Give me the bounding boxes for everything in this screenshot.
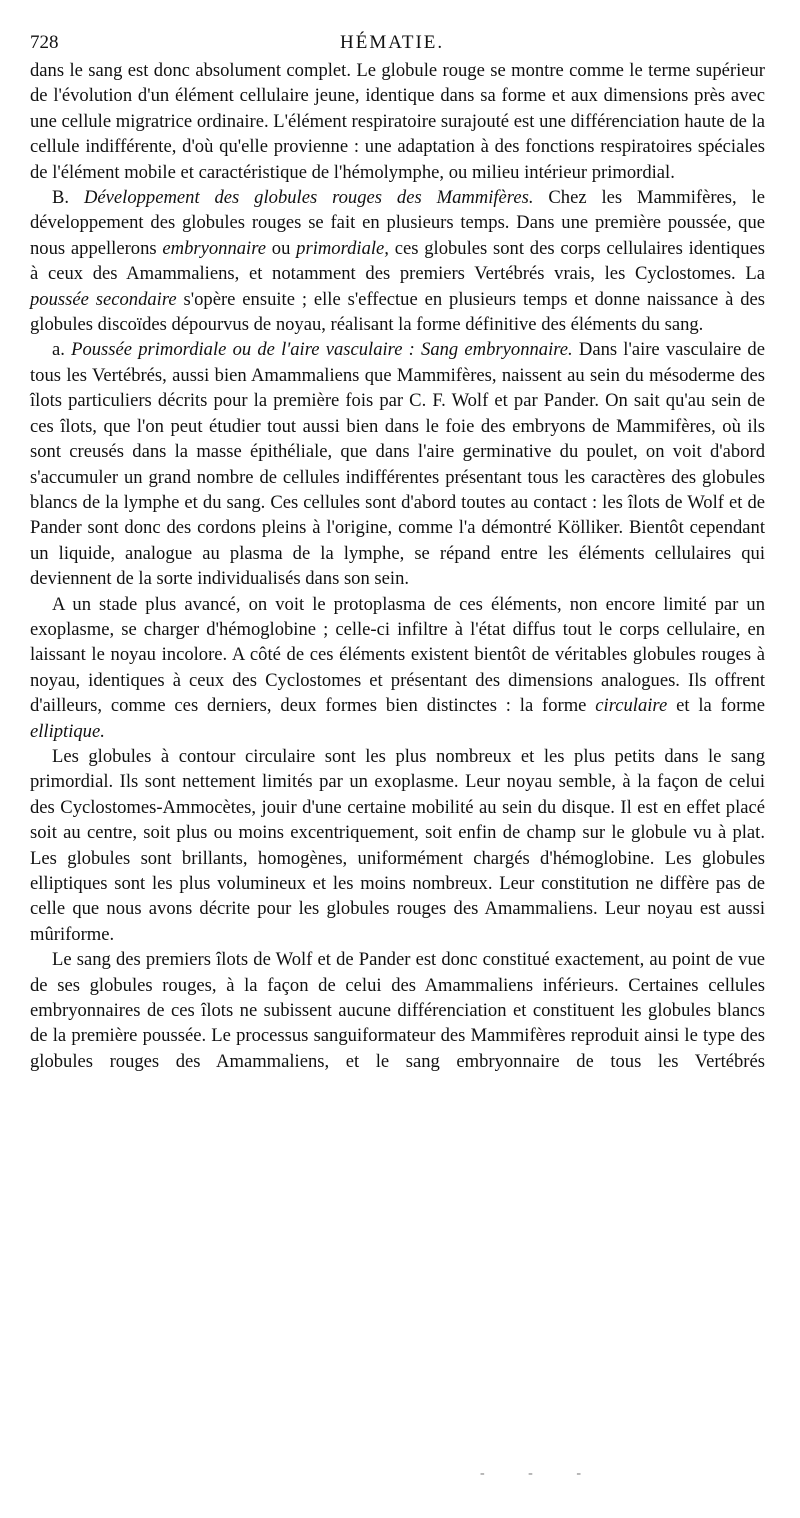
term-poussee-secondaire: poussée secondaire bbox=[30, 288, 177, 310]
section-b-text-a: Chez les Mammifères, le développement des globules rouges se fait en plusieurs temps. Dans une première poussée, que nous appellerons bbox=[30, 187, 766, 259]
term-primordiale: primordiale, bbox=[296, 237, 389, 259]
section-b-text-b: ou bbox=[266, 237, 297, 259]
page-header bbox=[30, 28, 765, 58]
page-number: 728 bbox=[30, 32, 59, 53]
paragraph-4-text-a: A un stade plus avancé, on voit le protoplasma de ces éléments, non encore limité par un exoplasme, se charger d'hémoglobine ; celle-ci infiltre à l'état diffus tout le corps cellulaire, en laissant le noyau incolore. A côté de ces éléments existent bientôt de véritables globules rouges à noyau, identiques à ceux des Cyclostomes et présentant des dimensions analogues. Ils offrent d'ailleurs, comme ces derniers, deux formes bien distinctes : la forme bbox=[30, 593, 765, 717]
page bbox=[30, 28, 765, 1074]
section-a-label: a. bbox=[52, 339, 65, 361]
section-a-title: Poussée primordiale ou de l'aire vasculaire : Sang embryonnaire. bbox=[71, 339, 573, 361]
paragraph-4-text-b: et la forme bbox=[667, 695, 765, 717]
section-a-paragraph bbox=[30, 337, 765, 591]
section-b-text-d: s'opère ensuite ; elle s'effectue en plusieurs temps et donne naissance à des globules discoïdes dépourvus de noyau, réalisant la forme définitive des éléments du sang. bbox=[30, 288, 765, 336]
scan-specks: - - - bbox=[480, 1466, 601, 1481]
term-embryonnaire: embryonnaire bbox=[162, 237, 267, 259]
paragraph-6: Le sang des premiers îlots de Wolf et de Pander est donc constitué exactement, au point de vue de ses globules rouges, à la façon de celui des Amammaliens inférieurs. Certaines cellules embryonnaires de ces îlots ne subissent aucune différenciation et constituent les globules blancs de la première poussée. Le processus sanguiformateur des Mammifères reproduit ainsi le type des globules rouges des Amammaliens, et le sang embryonnaire de tous les Vertébrés bbox=[30, 949, 765, 1072]
section-b-title: Développement des globules rouges des Mammifères. bbox=[83, 187, 534, 209]
term-elliptique: elliptique. bbox=[30, 720, 105, 742]
term-circulaire: circulaire bbox=[595, 695, 668, 717]
section-b-paragraph bbox=[30, 185, 765, 337]
paragraph-4 bbox=[30, 592, 765, 744]
paragraph-1: dans le sang est donc absolument complet. Le globule rouge se montre comme le terme supérieur de l'évolution d'un élément cellulaire jeune, identique dans sa forme et aux dimensions près avec une cellule migratrice ordinaire. L'élément respiratoire surajouté est une différenciation haute de la cellule indifférente, d'où qu'elle provienne : une adaptation à des fonctions respiratoires spéciales de l'élément mobile et caractéristique de l'hémolymphe, ou milieu intérieur primordial. bbox=[30, 60, 765, 183]
section-b-text-c: ces globules sont des corps cellulaires identiques à ceux des Amammaliens, et notamment des premiers Vertébrés vrais, les Cyclostomes. La bbox=[30, 237, 765, 285]
paragraph-5: Les globules à contour circulaire sont les plus nombreux et les plus petits dans le sang primordial. Ils sont nettement limités par un exoplasme. Leur noyau semble, à la façon de celui des Cyclostomes-Ammocètes, jouir d'une certaine mobilité au sein du disque. Il est en effet placé soit au centre, soit plus ou moins excentriquement, soit enfin de champ sur le globule vu à plat. Les globules sont brillants, homogènes, uniformément chargés d'hémoglobine. Les globules elliptiques sont les plus volumineux et les moins nombreux. Leur constitution ne diffère pas de celle que nous avons décrite pour les globules rouges des Amammaliens. Leur noyau est aussi mûriforme. bbox=[30, 745, 765, 945]
running-head: HÉMATIE. bbox=[340, 32, 445, 53]
section-a-text: Dans l'aire vasculaire de tous les Vertébrés, aussi bien Amammaliens que Mammifères, naissent au sein du mésoderme des îlots particuliers décrits pour la première fois par C. F. Wolf et par Pander. On sait qu'au sein de ces îlots, que l'on peut étudier tout aussi bien dans le foie des embryons de Mammifères, où ils sont creusés dans la masse épithéliale, que dans l'aire germinative du poulet, on voit d'abord s'accumuler un grand nombre de cellules indifférentes présentant tous les caractères des globules blancs de la lymphe et du sang. Ces cellules sont d'abord toutes au contact : les îlots de Wolf et de Pander sont donc des cordons pleins à l'origine, comme l'a démontré Kölliker. Bientôt cependant un liquide, analogue au plasma de la lymphe, se répand entre les éléments cellulaires qui deviennent de la sorte individualisés dans son sein. bbox=[30, 339, 765, 590]
section-b-label: B. bbox=[52, 187, 70, 209]
